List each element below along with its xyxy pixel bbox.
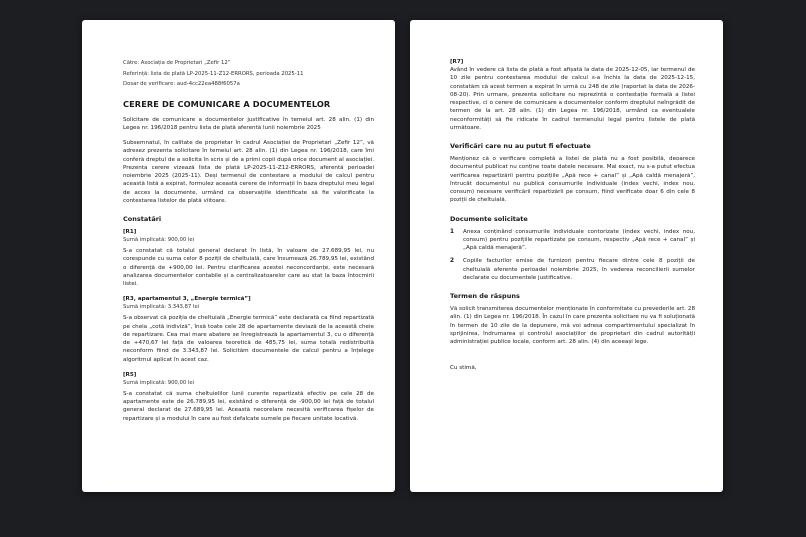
closing-line: Cu stimă,	[450, 365, 477, 372]
dossier-line: Dosar de verificare: aud-4cc22ea488f6057a	[123, 81, 240, 87]
section-heading-findings: Constatări	[123, 215, 162, 223]
finding-amount: Sumă implicată: 3.343,87 lei	[123, 304, 200, 311]
section-heading-unverified: Verificări care nu au putut fi efectuate	[450, 142, 591, 150]
list-item-text: Copiile facturilor emise de furnizori pentru fiecare dintre cele 8 poziții de cheltuială aferente perioadei noiembrie 2025, în vederea reconcilierii sumelor declarate cu documentele justificative.	[463, 258, 695, 281]
response-term-paragraph: Vă solicit transmiterea documentelor menționate în conformitate cu prevederile art. 28 alin. (1) din Legea nr. 196/2018. În cazul în care prezenta solicitare nu va fi soluționată în termen de 10 zile de la depunere, mă voi adresa compartimentului specializat în sprijinirea, îndrumarea și controlul asociațiilor de proprietari din cadrul autorității administrației publice locale, conform art. 28 alin. (4) din aceeași lege.	[450, 306, 695, 345]
finding-label: [R5]	[123, 371, 137, 378]
section-heading-response-term: Termen de răspuns	[450, 292, 520, 300]
document-page-2	[410, 20, 723, 492]
recipient-line: Către: Asociația de Proprietari „Zefir 12”	[123, 60, 231, 66]
reference-line: Referință: lista de plată LP-2025-11-Z12-ERRORS, perioada 2025-11	[123, 70, 304, 77]
document-page-1	[82, 20, 395, 492]
list-item-number: 1	[450, 228, 455, 235]
section-heading-requested-docs: Documente solicitate	[450, 214, 528, 223]
list-item-text: Anexa conținând consumurile individuale contorizate (index vechi, index nou, consum) pentru pozițiile repartizate pe consum, respectiv „Apă rece + canal” și „Apă caldă menajeră”.	[463, 228, 695, 251]
body-paragraph: Subsemnatul, în calitate de proprietar în cadrul Asociației de Proprietari „Zefir 12”, vă adresez prezenta solicitare în temeiul art. 28 alin. (1) din Legea nr. 196/2018, care îmi conferă dreptul de a solicita în scris și de a primi copii după orice document al asociației. Prezenta cerere vizează lista de plată LP-2025-11-Z12-ERRORS, aferentă perioadei noiembrie 2025 (2025-11). Deși termenul de contestare a modului de calcul pentru această listă a expirat, formulez această cerere de informații în baza dreptului meu legal de acces la documente, urmând ca observațiile identificate să fie valorificate la contestarea listelor de plată viitoare.	[123, 140, 374, 204]
list-item	[450, 228, 695, 253]
intro-paragraph: Solicitare de comunicare a documentelor justificative în temeiul art. 28 alin. (1) din Legea nr. 196/2018 pentru lista de plată aferentă lunii noiembrie 2025	[123, 116, 374, 131]
list-item-number: 2	[450, 258, 455, 265]
unverified-paragraph: Menționez că o verificare completă a listei de plată nu a fost posibilă, deoarece documentul publicat nu conține toate datele necesare. Mai exact, nu s-a putut efectua verificarea repartizării pentru pozițiile „Apă rece + canal” și „Apă caldă menajeră”, întrucât documentul nu publică consumurile individuale (index vechi, index nou, consum) necesare verificării repartizării pe consum, fiind verificate doar 6 din cele 8 poziții de cheltuială.	[450, 156, 695, 204]
finding-text: S-a constatat că suma cheltuielilor lunii curente repartizată efectiv pe cele 28 de apartamente este de 26.789,95 lei, existând o diferență de -900,00 lei față de totalul general declarat de 27.689,95 lei. Această necorelare necesită verificarea fișelor de repartizare și a modului în care au fost defalcate sumele pe fiecare unitate locativă.	[123, 390, 374, 422]
finding-amount: Sumă implicată: 900,00 lei	[123, 379, 195, 386]
finding-amount: Sumă implicată: 900,00 lei	[123, 237, 195, 243]
list-item	[450, 257, 695, 282]
finding-label: [R3, apartamentul 3, „Energie termică”]	[123, 296, 251, 303]
finding-label-r7: [R7]	[450, 59, 464, 65]
document-title: CERERE DE COMUNICARE A DOCUMENTELOR	[123, 98, 331, 109]
finding-text: S-a observat că poziția de cheltuială „Energie termică” este declarată ca fiind repartizată pe cheia „cotă indiviză”, însă toate cele 28 de apartamente deviază de la aceastǎ cheie de repartizare. Cea mai mare abatere se înregistrează la apartamentul 3, cu o diferență de +470,67 lei față de valoarea teoretică de 485,75 lei, suma totală redistribuită neconform fiind de 3.343,87 lei. Solicităm documentele de calcul pentru a înțelege algoritmul aplicat în acest caz.	[123, 315, 374, 363]
finding-text-r7: Având în vedere că lista de plată a fost afișată la data de 2025-12-05, iar termenul de 10 zile pentru contestarea modului de calcul s-a închis la data de 2025-12-15, constatăm că acest termen a expirat în urmă cu 248 de zile (raportat la data de 2026-08-20). Prin urmare, prezenta solicitare nu reprezintă o contestație formală a listei respective, ci o cerere de comunicare a documentelor conform dreptului neîngrădit de termen de la art. 28 alin. (1) din Legea nr. 196/2018, urmând ca eventualele neconformități să fie ridicate în cadrul termenului legal pentru listele de plată următoare.	[450, 67, 695, 131]
finding-label: [R1]	[123, 229, 137, 235]
finding-text: S-a constatat că totalul general declarat în listă, în valoare de 27.689,95 lei, nu corespunde cu suma celor 8 poziții de cheltuială, care însumează 26.789,95 lei, existând o diferență de +900,00 lei. Pentru clarificarea acestei neconcordanțe, este necesară analizarea documentelor contabile și a centralizatoarelor care au stat la baza întocmirii listei.	[123, 248, 374, 287]
